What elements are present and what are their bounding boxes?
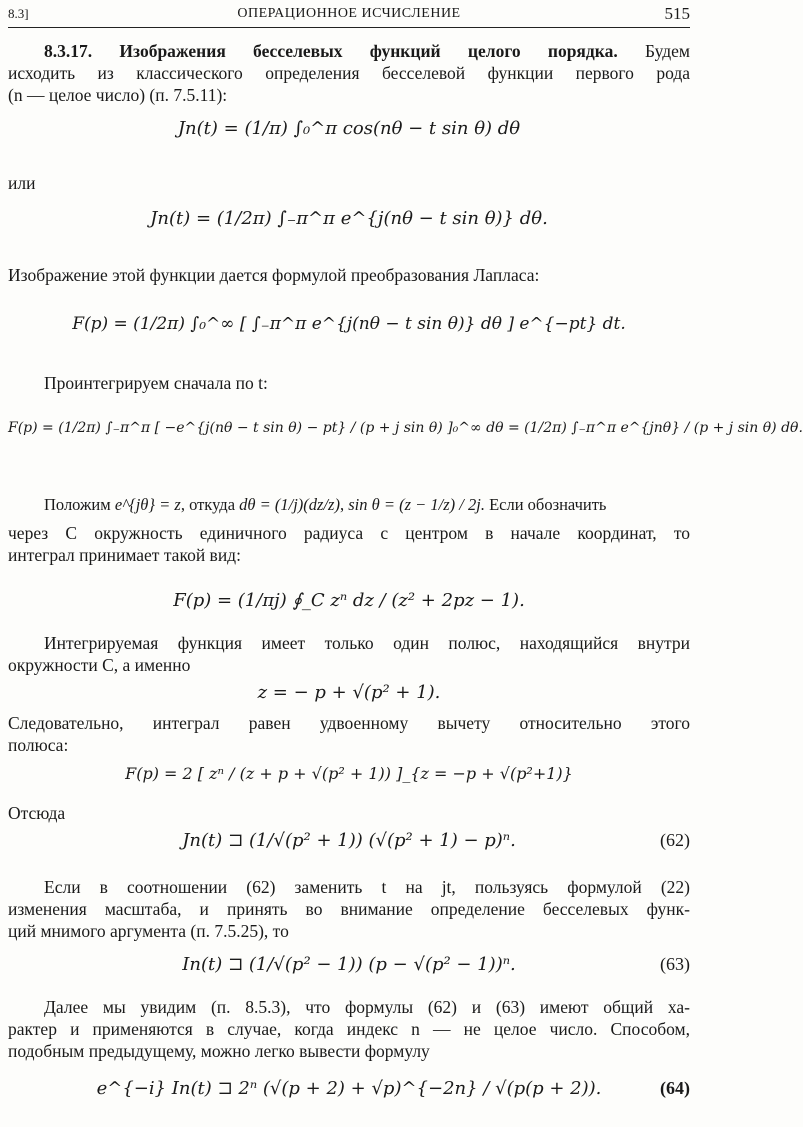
formula-64: e^{−i} In(t) ⊐ 2ⁿ (√(p + 2) + √p)^{−2n} / √(p(p + 2)). xyxy=(96,1078,602,1099)
word-or: или xyxy=(8,173,36,193)
paragraph-integrate: Проинтегрируем сначала по t: xyxy=(44,373,268,393)
paragraph-intro: 8.3.17. Изображения бесселевых функций целого порядка. Будем исходить из классического определения бесселевой функции первого рода (n — целое число) (п. 7.5.11): xyxy=(8,41,690,105)
section-heading: 8.3.17. Изображения бесселевых функций целого порядка. xyxy=(44,41,618,61)
paragraph-scaling: Если в соотношении (62) заменить t на jt, пользуясь формулой (22) изменения масштаба, и принять во внимание определение бесселевых функ- ций мнимого аргумента (п. 7.5.25), то xyxy=(8,877,690,941)
equation-number-62: (62) xyxy=(660,830,690,850)
section-number: 8.3] xyxy=(8,6,29,21)
chapter-title: ОПЕРАЦИОННОЕ ИСЧИСЛЕНИЕ xyxy=(237,6,461,21)
formula-sub-dtheta: dθ = (1/j)(dz/z) xyxy=(239,495,340,514)
paragraph-pole: Интегрируемая функция имеет только один полюс, находящийся внутри окружности C, а именно xyxy=(8,633,690,675)
equation-number-63: (63) xyxy=(660,954,690,974)
running-header xyxy=(8,4,690,26)
word-hence: Отсюда xyxy=(8,803,66,823)
formula-sub-sin: sin θ = (z − 1/z) / 2j. xyxy=(348,495,485,514)
formula-integrated: F(p) = (1/2π) ∫₋π^π [ −e^{j(nθ − t sin θ) − pt} / (p + j sin θ) ]₀^∞ dθ = (1/2π) ∫₋π^π e^{jnθ} / (p + j sin θ) dθ. xyxy=(8,420,803,436)
formula-residue: F(p) = 2 [ zⁿ / (z + p + √(p² + 1)) ]_{z = −p + √(p²+1)} xyxy=(125,764,573,783)
formula-contour-integral: F(p) = (1/πj) ∮_C zⁿ dz / (z² + 2pz − 1). xyxy=(173,590,525,611)
paragraph-substitution: Положим e^{jθ} = z, откуда dθ = (1/j)(dz/z), sin θ = (z − 1/z) / 2j. Если обозначить через C окружность единичного радиуса с центром в начале координат, то интеграл принимает такой вид: xyxy=(8,495,690,565)
paragraph-general: Далее мы увидим (п. 8.5.3), что формулы (62) и (63) имеют общий ха- рактер и применяются в случае, когда индекс n — не целое число. Способом, подобным предыдущему, можно легко вывести формулу xyxy=(8,997,690,1061)
formula-63: In(t) ⊐ (1/√(p² − 1)) (p − √(p² − 1))ⁿ. xyxy=(182,954,516,975)
formula-sub-z: e^{jθ} = z xyxy=(114,495,181,514)
equation-number-64: (64) xyxy=(660,1078,690,1098)
page-number: 515 xyxy=(664,4,690,23)
formula-laplace-transform: F(p) = (1/2π) ∫₀^∞ [ ∫₋π^π e^{j(nθ − t sin θ)} dθ ] e^{−pt} dt. xyxy=(72,314,626,334)
header-rule xyxy=(8,27,690,28)
formula-62: Jn(t) ⊐ (1/√(p² + 1)) (√(p² + 1) − p)ⁿ. xyxy=(182,830,516,851)
formula-bessel-exponential: Jn(t) = (1/2π) ∫₋π^π e^{j(nθ − t sin θ)} dθ. xyxy=(150,208,548,229)
paragraph-laplace: Изображение этой функции дается формулой преобразования Лапласа: xyxy=(8,265,540,285)
paragraph-residue: Следовательно, интеграл равен удвоенному вычету относительно этого полюса: xyxy=(8,713,690,755)
formula-pole: z = − p + √(p² + 1). xyxy=(257,682,441,703)
formula-bessel-definition: Jn(t) = (1/π) ∫₀^π cos(nθ − t sin θ) dθ xyxy=(177,118,521,139)
